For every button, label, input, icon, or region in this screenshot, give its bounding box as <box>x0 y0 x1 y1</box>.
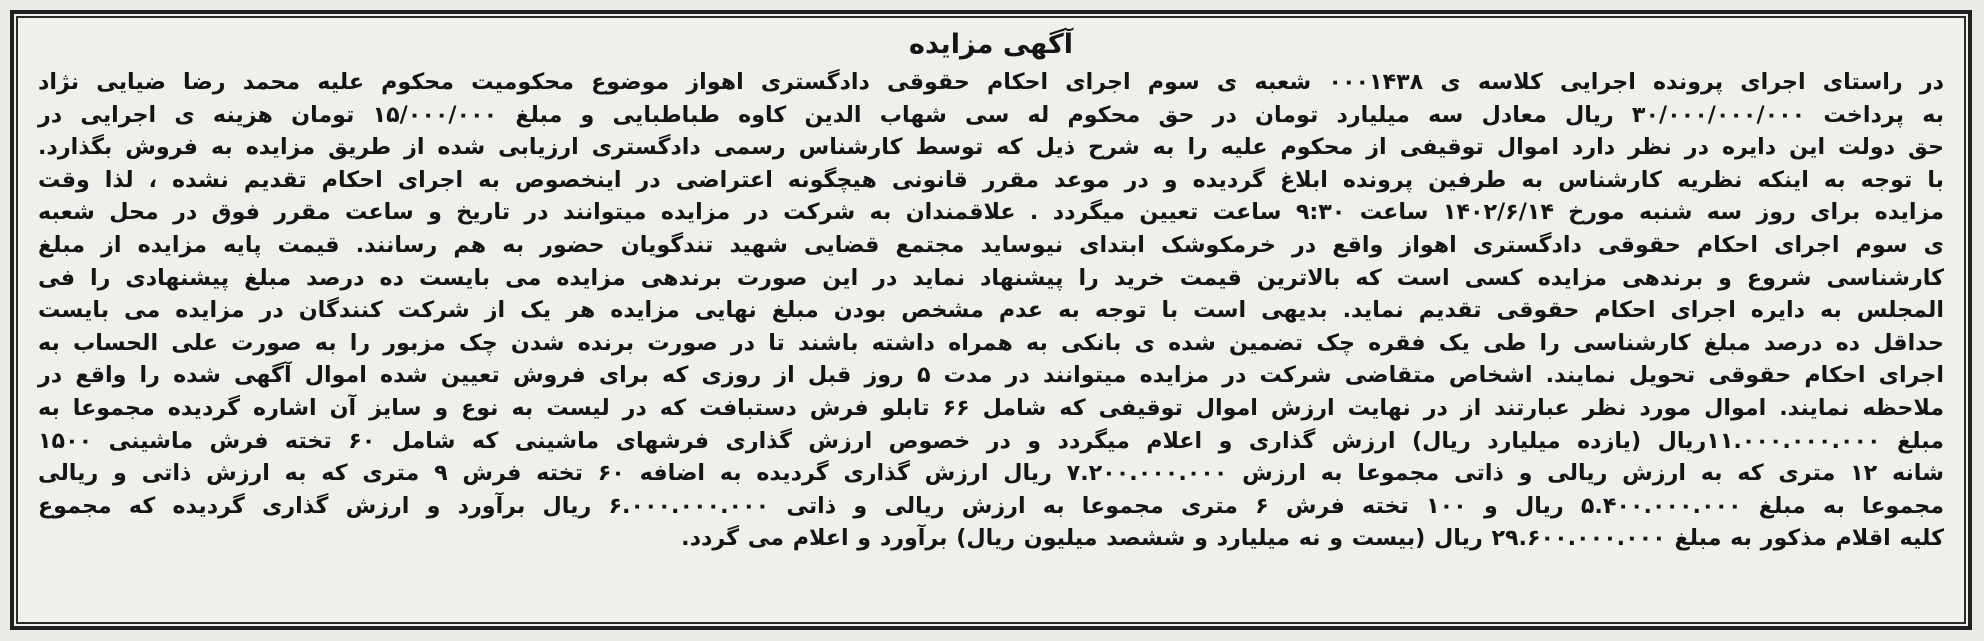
notice-line-14: مجموعا به مبلغ ۵.۴۰۰.۰۰۰.۰۰۰ ریال و ۱۰۰ تخته فرش ۶ متری مجموعا به ارزش ریالی و ذاتی ۶.۰۰۰.۰۰۰.۰۰۰ ریال برآورد و ارزش گذاری گردیده که مجموع <box>38 492 1945 519</box>
notice-line-9: حداقل ده درصد مبلغ کارشناسی را طی یک فقره چک تضمین شده ی بانکی به همراه داشته باشند تا در صورت برنده شدن چک مزبور را به صورت علی الحساب به <box>38 329 1944 356</box>
notice-body <box>38 66 1944 555</box>
notice-line-2: به پرداخت ۳۰/۰۰۰/۰۰۰/۰۰۰ ریال معادل سه میلیارد تومان در حق محکوم له سی شهاب الدین کاوه طباطبایی و مبلغ ۱۵/۰۰۰/۰۰۰ تومان هزینه ی اجرایی در <box>38 101 1945 128</box>
notice-line-13: شانه ۱۲ متری که به ارزش ریالی و ذاتی مجموعا به ارزش ۷.۲۰۰.۰۰۰.۰۰۰ ریال ارزش گذاری گردیده به اضافه ۶۰ تخته فرش ۹ متری که به ارزش ذاتی و ریالی <box>38 460 1944 487</box>
notice-line-10: اجرای احکام حقوقی تحویل نمایند. اشخاص متقاضی شرکت در مزایده میتوانند در مدت ۵ روز قبل از روزی که برای فروش تعیین شده اموال آگهی شده را واقع در <box>38 362 1944 389</box>
notice-line-1: در راستای اجرای پرونده اجرایی کلاسه ی ۰۰۰۱۴۳۸ شعبه ی سوم اجرای احکام حقوقی دادگستری اهواز موضوع محکومیت محکوم علیه محمد رضا ضیایی نژاد <box>38 69 1944 95</box>
notice-line-6: ی سوم اجرای احکام حقوقی دادگستری اهواز واقع در خرمکوشک ابتدای نیوساید مجتمع قضایی شهید تندگویان حضور به هم رسانند. قیمت پایه مزایده از مبلغ <box>38 231 1944 258</box>
notice-frame <box>10 10 1972 630</box>
notice-line-12: مبلغ ۱۱.۰۰۰.۰۰۰.۰۰۰ریال (یازده میلیارد ریال) ارزش گذاری و اعلام میگردد و در خصوص ارزش گذاری فرشهای ماشینی که شامل ۶۰ تخته فرش ماشینی ۱۵۰۰ <box>38 427 1944 454</box>
notice-line-11: ملاحظه نمایند. اموال مورد نظر عبارتند از در نهایت ارزش اموال توقیفی که شامل ۶۶ تابلو فرش دستبافت که در لیست به نوع و سایز آن اشاره گردیده مجموعا به <box>38 394 1944 421</box>
notice-title: آگهی مزایده <box>909 29 1073 60</box>
notice-line-3: حق دولت این دایره در نظر دارد اموال توقیفی از محکوم علیه را به شرح ذیل که توسط کارشناس رسمی دادگستری ارزیابی شده از طریق مزایده به فروش بگذارد. <box>38 134 1944 161</box>
notice-line-7: کارشناسی شروع و برندهی مزایده کسی است که بالاترین قیمت خرید را پیشنهاد نماید در این صورت برندهی مزایده می بایست ده درصد مبلغ پیشنهادی را فی <box>38 264 1944 291</box>
auction-notice <box>38 26 1944 616</box>
notice-line-8: المجلس به دایره اجرای احکام حقوقی تقدیم نماید. بدیهی است با توجه به عدم مشخص بودن مبلغ نهایی مزایده هر یک از شرکت کنندگان در مزایده می بایست <box>38 297 1944 324</box>
notice-line-5: مزایده برای روز سه شنبه مورخ ۱۴۰۲/۶/۱۴ ساعت ۹:۳۰ ساعت تعیین میگردد . علاقمندان به شرکت در مزایده میتوانند در تاریخ و ساعت مقرر فوق در محل شعبه <box>38 199 1944 226</box>
notice-line-4: با توجه به اینکه نظریه کارشناس به طرفین پرونده ابلاغ گردیده و در موعد مقرر قانونی هیچگونه اعتراضی در اینخصوص به اجرای احکام تقدیم نشده ، لذا وقت <box>38 166 1944 193</box>
notice-line-15: کلیه اقلام مذکور به مبلغ ۲۹.۶۰۰.۰۰۰.۰۰۰ ریال (بیست و نه میلیارد و ششصد میلیون ریال) برآورد و اعلام می گردد. <box>681 525 1944 552</box>
